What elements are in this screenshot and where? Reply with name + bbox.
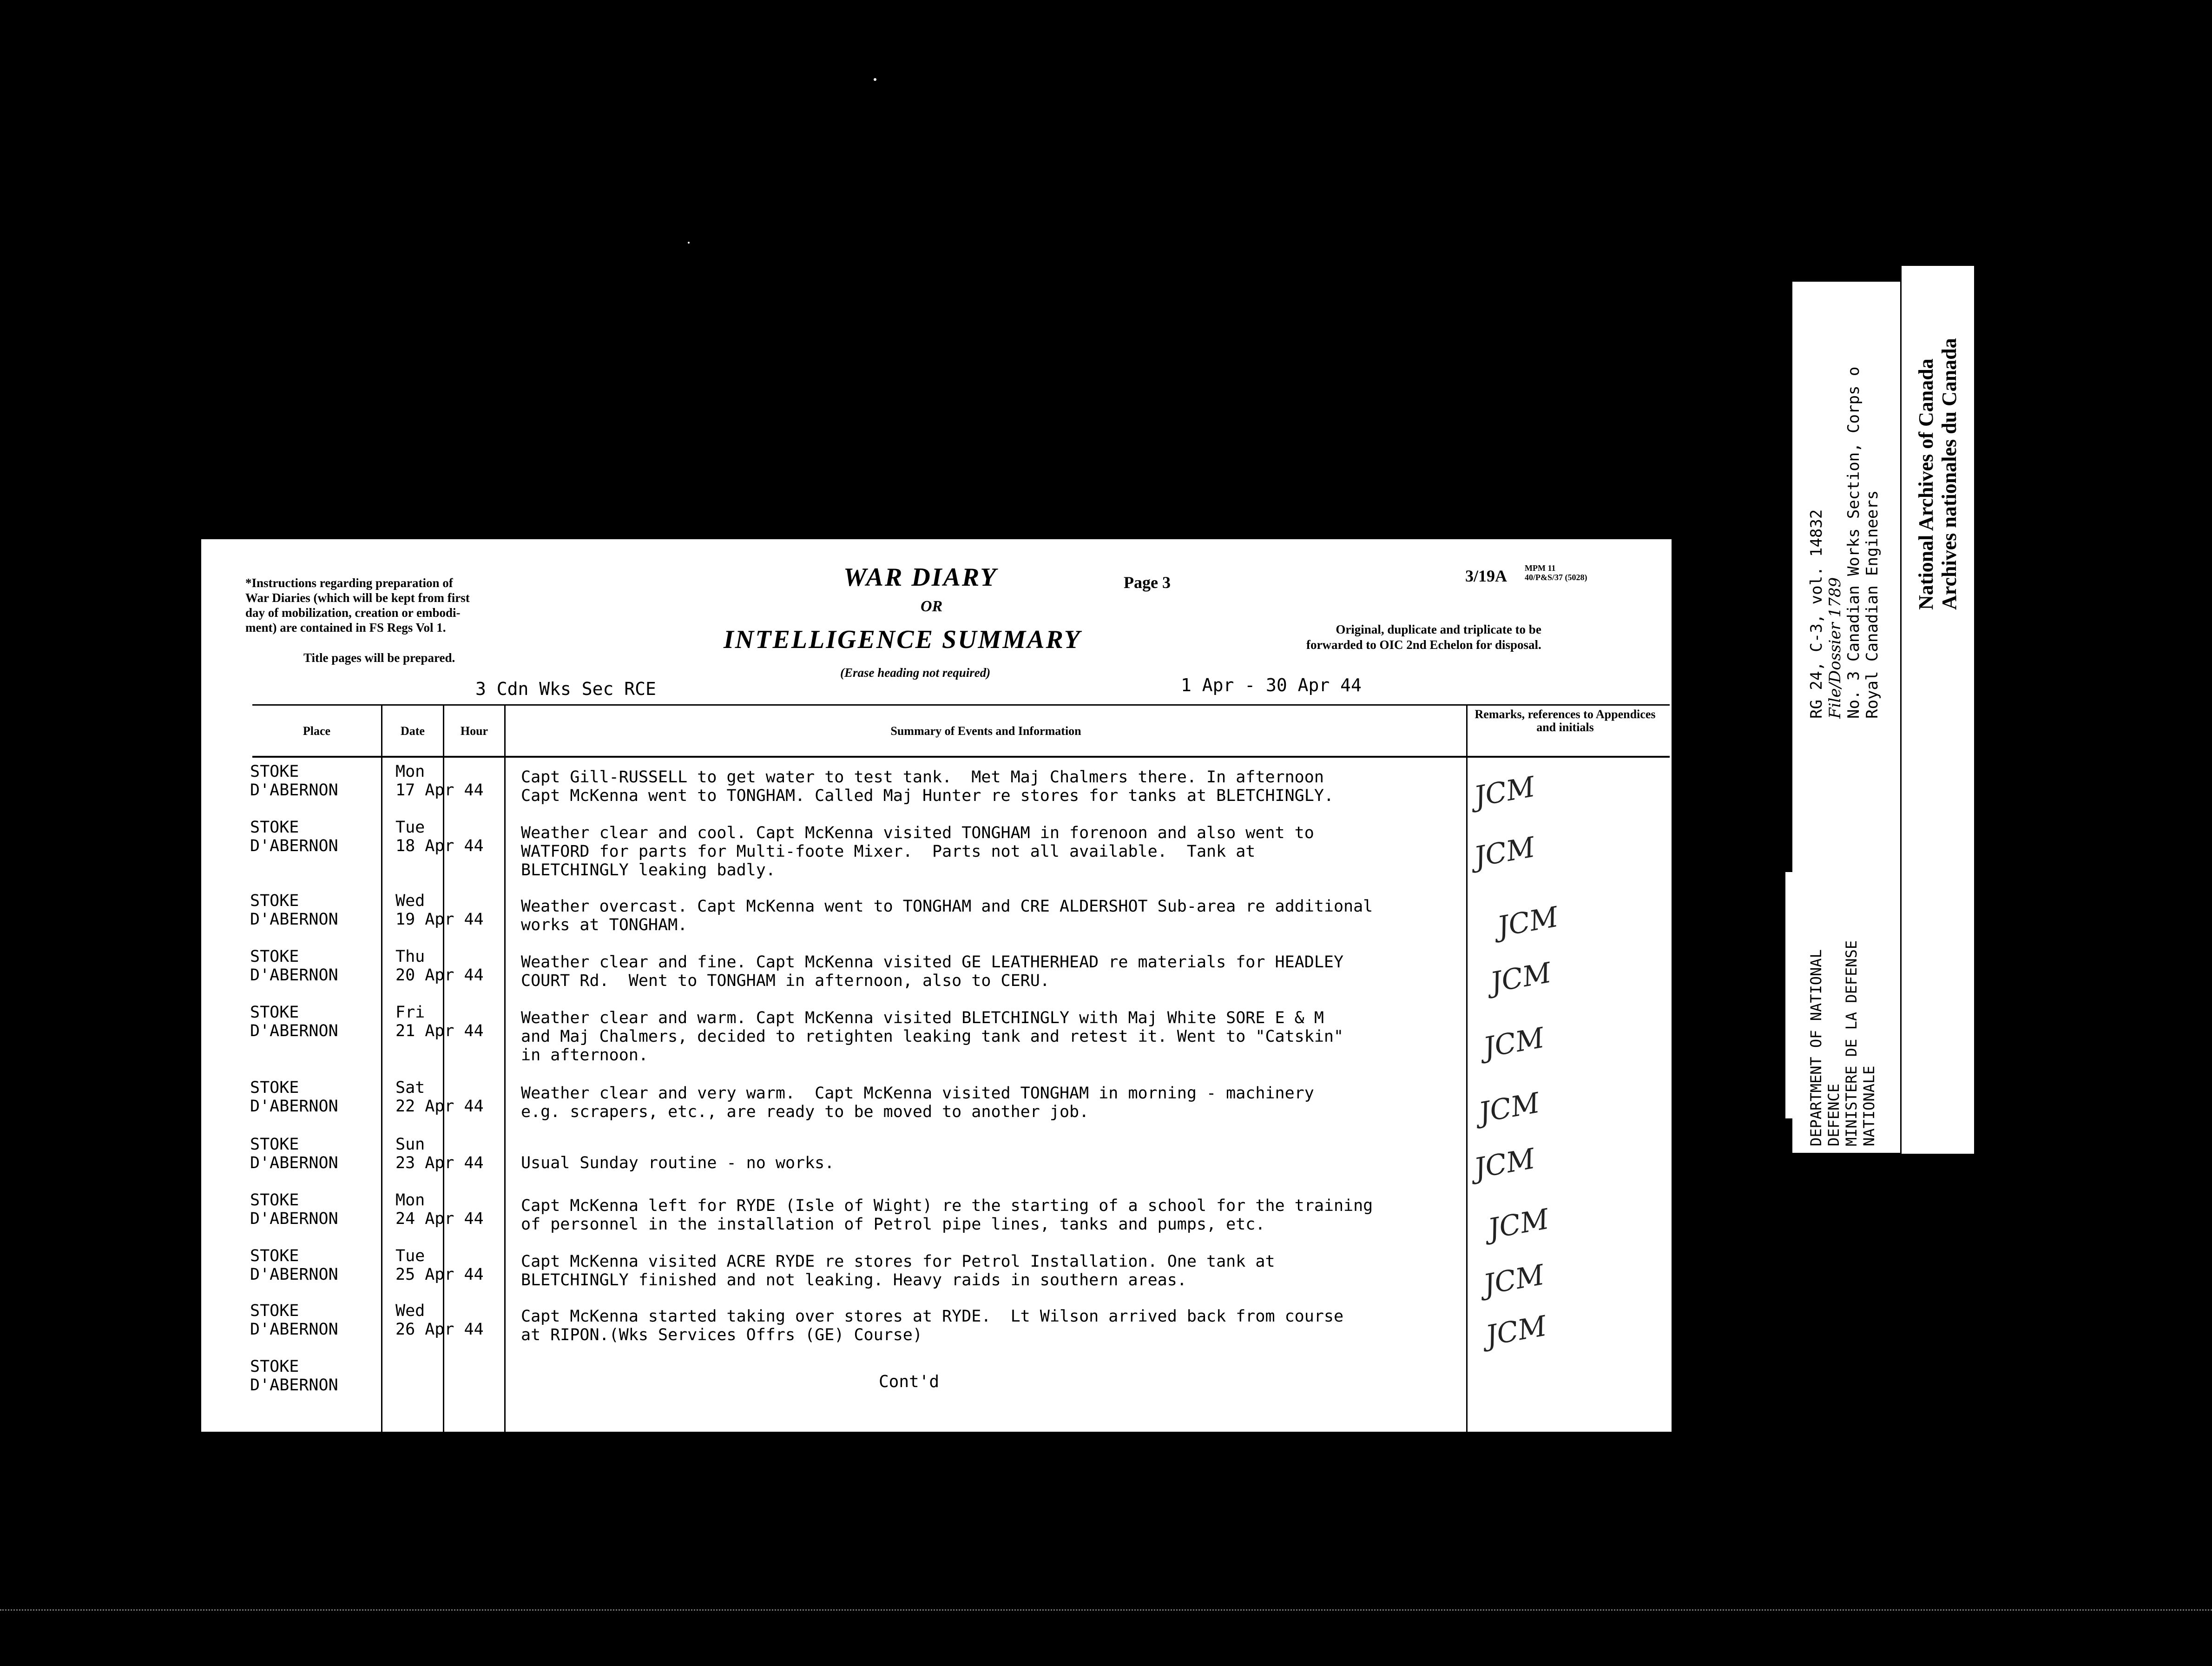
initials-signature: JCM (1471, 1142, 1538, 1185)
continued-note: Cont'd (879, 1372, 940, 1391)
instructions-line: day of mobilization, creation or embodi- (245, 606, 461, 620)
archive-reference-label (1792, 282, 1900, 1153)
summary-cell: Capt McKenna started taking over stores at RYDE. Lt Wilson arrived back from course at RIPON.(Wks Services Offrs (GE) Course) (521, 1307, 1344, 1344)
scan-edge-line (0, 1609, 2212, 1612)
place-cell: STOKE D'ABERNON (250, 1191, 338, 1228)
column-header-hour: Hour (460, 724, 488, 738)
initials-signature: JCM (1471, 831, 1538, 874)
date-cell: Mon 17 Apr 44 (395, 762, 484, 800)
instructions-line: War Diaries (which will be kept from first (245, 591, 470, 605)
initials-signature: JCM (1488, 956, 1554, 999)
place-cell: STOKE D'ABERNON (250, 1247, 338, 1284)
initials-signature: JCM (1483, 1309, 1549, 1353)
column-header-date: Date (401, 724, 425, 738)
place-cell: STOKE D'ABERNON (250, 1357, 338, 1395)
summary-cell: Weather overcast. Capt McKenna went to TONGHAM and CRE ALDERSHOT Sub-area re additional works at TONGHAM. (521, 897, 1373, 934)
page-number: Page 3 (1124, 573, 1171, 592)
column-header-summary: Summary of Events and Information (890, 724, 1081, 738)
archives-line: Archives nationales du Canada (1938, 338, 1961, 610)
diary-period: 1 Apr - 30 Apr 44 (1181, 675, 1362, 695)
erase-heading-note: (Erase heading not required) (840, 666, 991, 680)
column-header-place: Place (303, 724, 331, 738)
summary-cell: Capt McKenna visited ACRE RYDE re stores for Petrol Installation. One tank at BLETCHINGLY finished and not leaking. Heavy raids in southern areas. (521, 1252, 1275, 1289)
reference-line: RG 24, C-3, vol. 14832 (1807, 509, 1826, 719)
instructions-note (245, 575, 552, 635)
initials-signature: JCM (1481, 1021, 1547, 1064)
archives-canada-label (1902, 266, 1974, 1154)
disposal-note-line: forwarded to OIC 2nd Echelon for disposal. (1306, 638, 1541, 652)
scan-speck (521, 608, 523, 610)
form-reference (1525, 563, 1587, 582)
war-diary-sheet (201, 539, 1672, 1432)
archives-name-block (1915, 338, 1961, 610)
title-pages-note: Title pages will be prepared. (303, 651, 455, 665)
date-cell: Mon 24 Apr 44 (395, 1191, 484, 1228)
reference-line: No. 3 Canadian Works Section, Corps o (1844, 366, 1863, 719)
place-cell: STOKE D'ABERNON (250, 892, 338, 929)
place-cell: STOKE D'ABERNON (250, 1302, 338, 1339)
unit-name: 3 Cdn Wks Sec RCE (475, 679, 656, 699)
form-number: 3/19A (1465, 567, 1507, 585)
form-reference-line: 40/P&S/37 (5028) (1525, 573, 1587, 582)
instructions-line: *Instructions regarding preparation of (245, 576, 453, 590)
summary-cell: Capt McKenna left for RYDE (Isle of Wight) re the starting of a school for the training of personnel in the installation of Petrol pipe lines, tanks and pumps, etc. (521, 1197, 1373, 1234)
summary-cell: Capt Gill-RUSSELL to get water to test tank. Met Maj Chalmers there. In afternoon Capt McKenna went to TONGHAM. Called Maj Hunter re stores for tanks at BLETCHINGLY. (521, 768, 1334, 805)
initials-signature: JCM (1481, 1258, 1547, 1302)
disposal-note (1306, 622, 1541, 653)
column-divider (504, 704, 506, 1432)
date-cell: Wed 26 Apr 44 (395, 1302, 484, 1339)
date-cell: Wed 19 Apr 44 (395, 892, 484, 929)
reference-line: File/Dossier 1789 (1826, 577, 1844, 719)
initials-signature: JCM (1471, 770, 1538, 813)
summary-cell: Weather clear and warm. Capt McKenna visited BLETCHINGLY with Maj White SORE E & M and Maj Chalmers, decided to retighten leaking tank and retest it. Went to "Catskin" in afternoon. (521, 1009, 1344, 1064)
reference-line: Royal Canadian Engineers (1863, 490, 1882, 719)
place-cell: STOKE D'ABERNON (250, 818, 338, 855)
summary-cell: Weather clear and very warm. Capt McKenna visited TONGHAM in morning - machinery e.g. scrapers, etc., are ready to be moved to another job. (521, 1084, 1314, 1121)
place-cell: STOKE D'ABERNON (250, 762, 338, 800)
date-cell: Thu 20 Apr 44 (395, 947, 484, 985)
title-intelligence-summary: INTELLIGENCE SUMMARY (724, 625, 1082, 654)
instructions-line: ment) are contained in FS Regs Vol 1. (245, 621, 446, 635)
title-or: OR (921, 598, 943, 615)
summary-cell: Weather clear and cool. Capt McKenna visited TONGHAM in forenoon and also went to WATFORD for parts for Multi-foote Mixer. Parts not all available. Tank at BLETCHINGLY leaking badly. (521, 824, 1314, 879)
date-cell: Sat 22 Apr 44 (395, 1078, 484, 1116)
department-line: DEFENCE (1825, 1084, 1843, 1146)
table-header-rule (252, 756, 1670, 758)
column-header-remarks: Remarks, references to Appendices and initials (1475, 707, 1656, 734)
place-cell: STOKE D'ABERNON (250, 1003, 338, 1040)
place-cell: STOKE D'ABERNON (250, 1135, 338, 1172)
scan-speck (874, 78, 876, 81)
disposal-note-line: Original, duplicate and triplicate to be (1336, 622, 1541, 636)
department-line: MINISTERE DE LA DEFENSE (1843, 940, 1860, 1146)
department-line: DEPARTMENT OF NATIONAL (1807, 949, 1825, 1146)
department-block (1807, 940, 1878, 1146)
column-divider (381, 704, 382, 1432)
archive-reference-block (1807, 367, 1882, 719)
table-top-rule (252, 704, 1670, 706)
date-cell: Tue 18 Apr 44 (395, 818, 484, 855)
date-cell: Fri 21 Apr 44 (395, 1003, 484, 1040)
title-war-diary: WAR DIARY (843, 563, 998, 592)
place-cell: STOKE D'ABERNON (250, 947, 338, 985)
scan-speck (688, 242, 690, 244)
department-line: NATIONALE (1860, 1065, 1878, 1146)
summary-cell: Weather clear and fine. Capt McKenna visited GE LEATHERHEAD re materials for HEADLEY COURT Rd. Went to TONGHAM in afternoon, also to CERU. (521, 953, 1344, 990)
place-cell: STOKE D'ABERNON (250, 1078, 338, 1116)
initials-signature: JCM (1494, 900, 1561, 944)
column-divider (1466, 704, 1468, 1432)
initials-signature: JCM (1485, 1203, 1552, 1246)
form-reference-line: MPM 11 (1525, 563, 1556, 573)
summary-cell: Usual Sunday routine - no works. (521, 1154, 835, 1172)
date-cell: Sun 23 Apr 44 (395, 1135, 484, 1172)
date-cell: Tue 25 Apr 44 (395, 1247, 484, 1284)
archives-line: National Archives of Canada (1915, 358, 1937, 610)
initials-signature: JCM (1476, 1086, 1542, 1130)
